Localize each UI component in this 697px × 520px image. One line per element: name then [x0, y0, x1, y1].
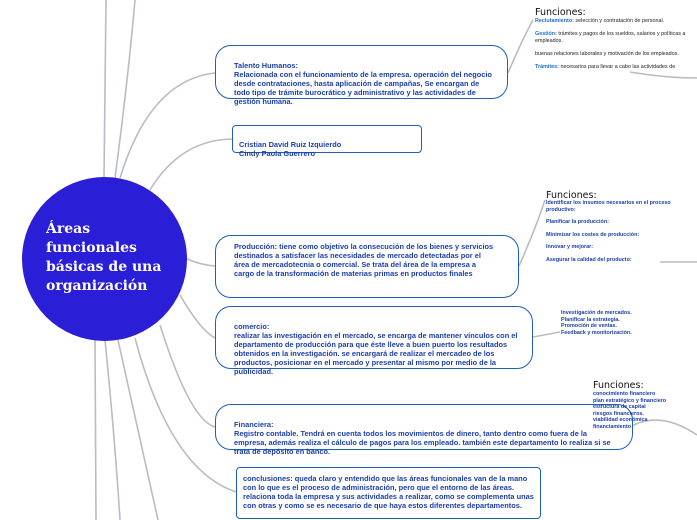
central-node-title: Áreas funcionales básicas de una organización	[46, 221, 162, 294]
funciones-comercio-item-4: Feedback y monitorización.	[561, 329, 632, 336]
connector-produccion	[185, 258, 215, 266]
connector-top-2	[115, 0, 135, 178]
funciones-comercio-list	[561, 310, 632, 336]
funciones-talento-item-2: Gestión: trámites y pagos de los sueldos, salarios y políticas a empleados.	[535, 31, 686, 44]
funciones-comercio-item-2: Planificar la estrategia.	[561, 316, 620, 323]
node-produccion[interactable]	[215, 235, 519, 298]
connector-autores	[150, 139, 232, 190]
connector-funciones-produccion	[519, 200, 545, 266]
connector-comercio	[180, 295, 215, 338]
funciones-financiera-item-2: plan estratégico y financiero	[593, 397, 667, 404]
funciones-talento-list	[535, 18, 697, 71]
funciones-produccion-item-5: Asegurar la calidad del producto:	[546, 256, 632, 263]
connector-bottom-1	[118, 340, 158, 520]
connector-bottom-2	[105, 340, 120, 520]
funciones-comercio-item-3: Promoción de ventas.	[561, 323, 618, 329]
connector-top-1	[104, 0, 106, 178]
node-autores-text: Cristian David Ruiz Izquierdo Cindy Paola Guerrero	[239, 140, 342, 158]
node-talento-humanos[interactable]	[215, 45, 508, 106]
node-autores[interactable]	[232, 125, 422, 158]
funciones-financiera-item-5: viabilidad económica	[593, 417, 648, 423]
funciones-talento-title: Funciones:	[535, 7, 586, 18]
funciones-comercio-item-1: Investigación de mercados.	[561, 310, 632, 316]
funciones-talento-item-3: buenas relaciones laborales y motivación de los empleados.	[535, 51, 679, 57]
connector-funciones-comercio	[533, 332, 560, 337]
node-conclusiones-text: conclusiones: queda claro y entendido que las áreas funcionales van de la mano con lo que es el proceso de administración, pero que el entorno de las áreas. relaciona toda la empresa y sus actividades a realizar, como se complementa unas con otras y como se es necesario de que haya estos diferentes departamentos.	[243, 474, 534, 510]
funciones-produccion-item-4: Innovar y mejorar:	[546, 244, 594, 250]
funciones-talento-item-4: Trámites: necesarios para llevar a cabo las actividades de	[535, 64, 676, 70]
node-produccion-text: Producción: tiene como objetivo la consecución de los bienes y servicios destinados a satisfacer las necesidades de mercado detectadas por el área de mercadotecnia o comercial. Se trata del área de la empresa a cargo de la transformación de materias primas en productos finales	[234, 242, 494, 278]
connector-talento	[120, 73, 215, 178]
node-talento-humanos-text: Talento Humanos: Relacionada con el funcionamiento de la empresa. operación del negocio desde contrataciones, hasta aplicación de campañas, Se encargan de todo tipo de trámite burocrático y administrativo y las actividades de gestión humana.	[234, 61, 492, 106]
funciones-produccion-item-3: Minimizar los costes de producción:	[546, 231, 640, 238]
node-comercio[interactable]	[215, 306, 533, 376]
funciones-produccion-item-1: Identificar los insumos necesarios en el proceso productivo:	[546, 200, 671, 213]
funciones-financiera-item-1: conocimiento financiero	[593, 391, 656, 397]
funciones-financiera-item-3: estructura de capital	[593, 404, 646, 410]
funciones-produccion-list	[546, 200, 697, 263]
funciones-talento-item-1: Reclutamiento: selección y contratación de personal.	[535, 18, 665, 24]
funciones-produccion-item-2: Planificar la producción:	[546, 219, 609, 225]
funciones-financiera-title: Funciones:	[593, 380, 644, 391]
funciones-financiera-item-4: riesgos financieros.	[593, 410, 644, 417]
node-conclusiones[interactable]	[236, 467, 541, 519]
connector-funciones-tal-right	[630, 72, 697, 78]
funciones-financiera-item-6: financiamiento	[593, 423, 632, 430]
connector-funciones-talento	[508, 20, 533, 73]
connector-bottom-3	[95, 340, 96, 520]
node-financiera[interactable]	[215, 404, 633, 456]
node-comercio-text: comercio: realizar las investigación en el mercado, se encarga de mantener vínculos con el departamento de producción para que éste lleve a buen puerto los resultados obtenidos en la investigación. se encargará de realizar el mercadeo de los productos, posicionar en el mercado y presentar al mismo por medio de la publicidad.	[234, 322, 518, 376]
funciones-produccion-title: Funciones:	[546, 190, 597, 201]
connector-financiera	[160, 325, 215, 427]
node-financiera-text: Financiera: Registro contable. Tendrá en cuenta todos los movimientos de dinero, tanto dentro como fuera de la empresa, además realiza el cálculo de pagos para los empleado. también este departamento lo realiza si se trata de depósito en banco.	[234, 420, 611, 456]
funciones-financiera-list	[593, 391, 666, 430]
